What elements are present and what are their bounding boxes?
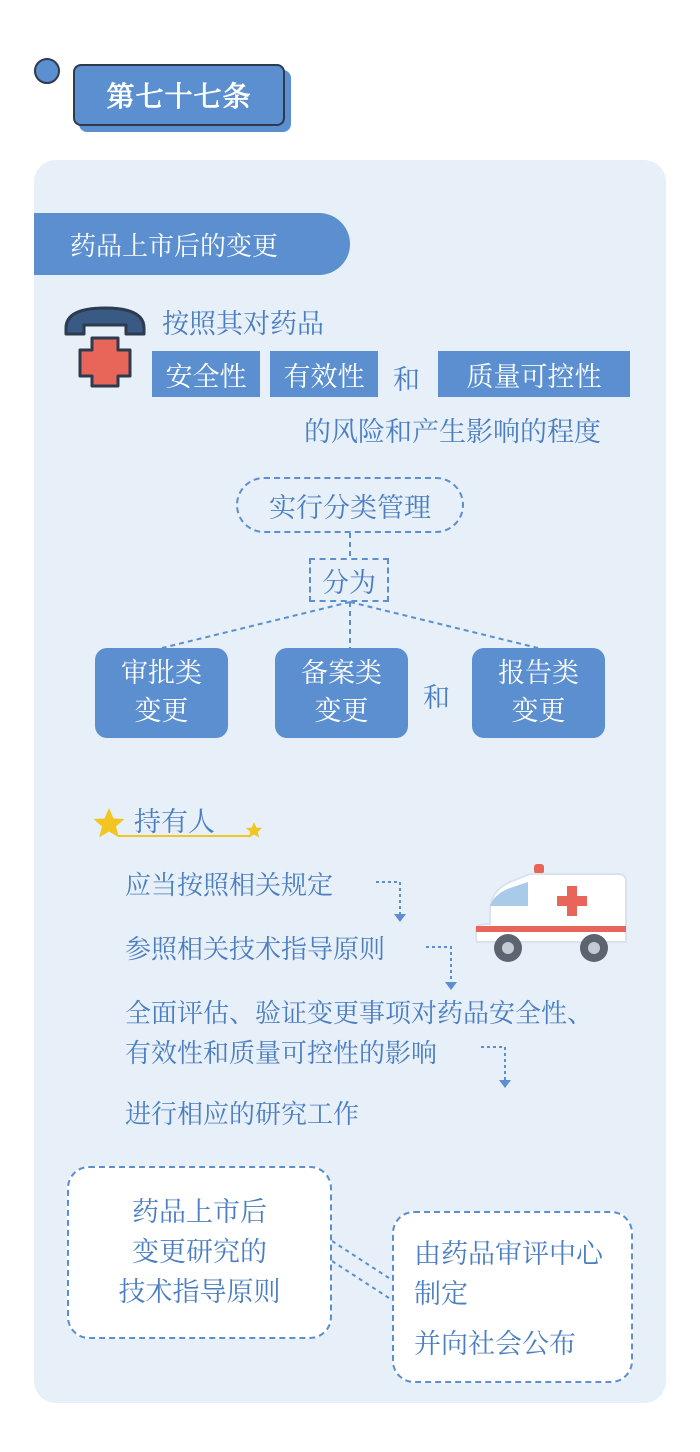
holder-step-3b: 有效性和质量可控性的影响: [125, 1039, 438, 1069]
category-report-line2: 变更: [511, 696, 566, 727]
chip-safety: 安全性: [152, 351, 260, 397]
basis-line3: 的风险和产生影响的程度: [304, 417, 601, 448]
holder-step-4: 进行相应的研究工作: [125, 1100, 360, 1130]
classification-conj: 和: [423, 683, 450, 714]
basis-line1: 按照其对药品: [162, 309, 324, 340]
principles-line-3: 技术指导原则: [118, 1276, 281, 1308]
made-by-line-1: 由药品审评中心: [414, 1239, 603, 1270]
holder-step-2: 参照相关技术指导原则: [125, 935, 386, 965]
made-by-line-2: 制定: [414, 1279, 468, 1310]
divide-box: 分为: [309, 558, 389, 602]
ambulance-icon: [470, 860, 630, 970]
holder-title: 持有人: [134, 807, 215, 838]
holder-step-1: 应当按照相关规定: [125, 871, 334, 901]
principles-box: [67, 1166, 332, 1339]
article-title: 第七十七条: [73, 64, 285, 126]
made-by-box: [392, 1211, 633, 1383]
category-report-line1: 报告类: [498, 658, 579, 689]
holder-step-3a: 全面评估、验证变更事项对药品安全性、: [125, 999, 594, 1029]
publish-line: 并向社会公布: [414, 1329, 576, 1360]
chip-efficacy: 有效性: [270, 351, 378, 397]
basis-conj: 和: [393, 365, 420, 396]
chip-quality: 质量可控性: [438, 351, 630, 397]
principles-line-2: 变更研究的: [132, 1236, 267, 1268]
category-approval-line1: 审批类: [121, 658, 202, 689]
category-approval-line2: 变更: [134, 696, 189, 727]
section-banner: 药品上市后的变更: [34, 213, 350, 275]
category-filing-line2: 变更: [314, 696, 369, 727]
manage-pill: 实行分类管理: [236, 477, 464, 533]
principles-line-1: 药品上市后: [132, 1196, 267, 1228]
category-filing-line1: 备案类: [301, 658, 382, 689]
